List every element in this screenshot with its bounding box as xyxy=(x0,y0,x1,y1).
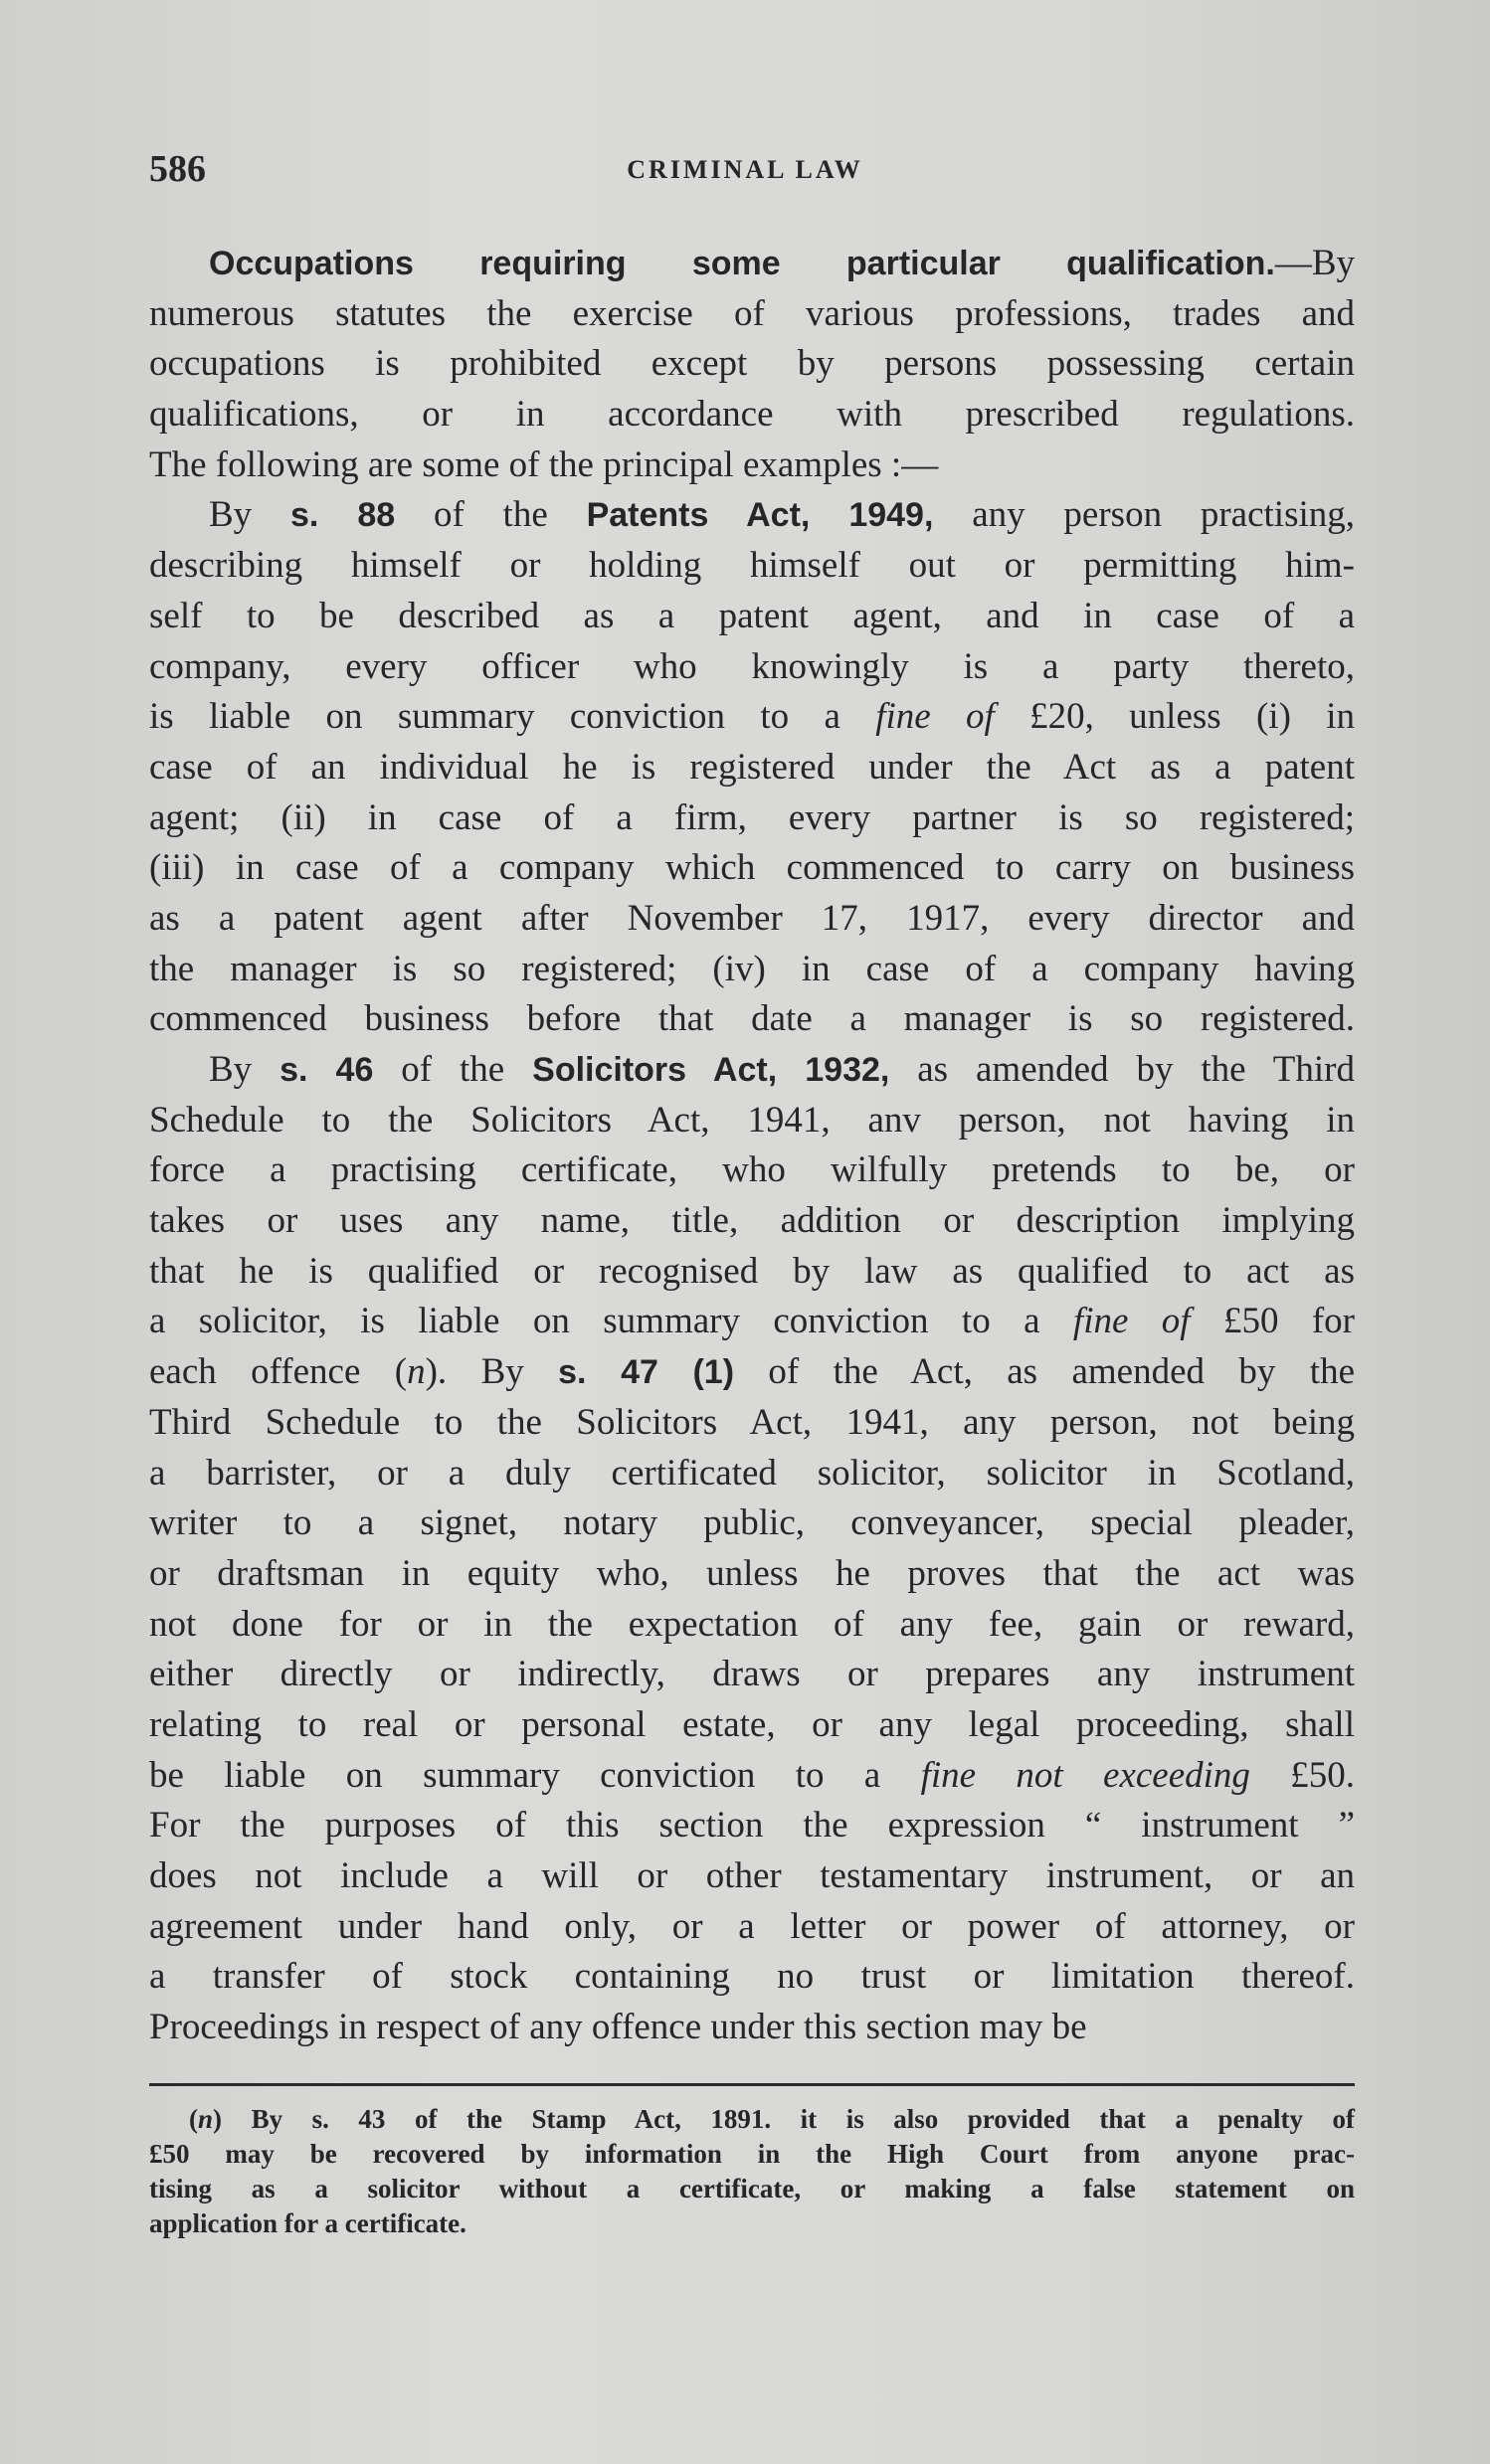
text-line xyxy=(149,239,1355,289)
text-run: application for a certificate. xyxy=(149,2208,466,2238)
text-run: (iii) in case of a company which commenced to carry on business xyxy=(149,847,1355,889)
text-run: either directly or indirectly, draws or prepares any instrument xyxy=(149,1654,1355,1695)
italic-text: fine not exceeding xyxy=(920,1754,1250,1796)
text-line xyxy=(149,490,1355,541)
text-run: Third Schedule to the Solicitors Act, 1941, any person, not being xyxy=(149,1401,1355,1443)
text-run: case of an individual he is registered under the Act as a patent xyxy=(149,746,1355,788)
text-line xyxy=(149,1700,1355,1751)
text-line xyxy=(149,843,1355,894)
text-run: the manager is so registered; (iv) in case of a company having xyxy=(149,948,1355,989)
footnote xyxy=(149,2102,1355,2241)
text-line xyxy=(149,1145,1355,1196)
text-run: a solicitor, is liable on summary conviction to a xyxy=(149,1301,1073,1342)
text-line xyxy=(149,1650,1355,1700)
text-run: that he is qualified or recognised by law as qualified to act as xyxy=(149,1250,1355,1292)
text-line xyxy=(149,390,1355,440)
text-run: is liable on summary conviction to a xyxy=(149,696,876,738)
text-run: Proceedings in respect of any offence under this section may be xyxy=(149,2007,1087,2048)
page-number: 586 xyxy=(149,148,206,190)
text-run: numerous statutes the exercise of various professions, trades and xyxy=(149,292,1355,334)
text-line xyxy=(149,1449,1355,1499)
text-run: self to be described as a patent agent, and in case of a xyxy=(149,595,1355,636)
bold-text: Solicitors Act, 1932, xyxy=(532,1051,890,1089)
text-line xyxy=(149,1549,1355,1600)
text-line xyxy=(149,2102,1355,2137)
text-run: each offence ( xyxy=(149,1351,408,1393)
text-run: By xyxy=(209,494,290,536)
bold-text: s. 47 (1) xyxy=(558,1353,735,1392)
text-run: of the xyxy=(373,1049,533,1090)
text-run: relating to real or personal estate, or any legal proceeding, shall xyxy=(149,1703,1355,1745)
text-line xyxy=(149,541,1355,592)
text-line xyxy=(149,1347,1355,1398)
italic-text: n xyxy=(198,2104,214,2134)
text-line xyxy=(149,592,1355,642)
text-run: a barrister, or a duly certificated solicitor, solicitor in Scotland, xyxy=(149,1452,1355,1494)
text-run: takes or uses any name, title, addition or description implying xyxy=(149,1200,1355,1242)
text-line xyxy=(149,1045,1355,1096)
text-line xyxy=(149,642,1355,693)
body-text xyxy=(149,239,1355,2053)
text-line xyxy=(149,1096,1355,1146)
text-line xyxy=(149,692,1355,743)
text-run: any person practising, xyxy=(933,494,1356,536)
running-head: CRIMINAL LAW xyxy=(627,155,863,184)
text-run: a transfer of stock containing no trust or limitation thereof. xyxy=(149,1956,1355,1998)
text-run: force a practising certificate, who wilfully pretends to be, or xyxy=(149,1149,1355,1191)
text-line xyxy=(149,1902,1355,1953)
text-line xyxy=(149,945,1355,995)
text-run: For the purposes of this section the expression “ instrument ” xyxy=(149,1805,1355,1847)
text-line xyxy=(149,2003,1355,2053)
text-run: as amended by the Third xyxy=(889,1049,1355,1090)
text-line xyxy=(149,894,1355,945)
text-line xyxy=(149,1851,1355,1902)
text-run: The following are some of the principal examples :— xyxy=(149,443,939,485)
footnote-divider xyxy=(149,2083,1355,2086)
text-run: agent; (ii) in case of a firm, every partner is so registered; xyxy=(149,796,1355,838)
text-line xyxy=(149,2137,1355,2172)
bold-text: Patents Act, 1949, xyxy=(586,496,934,535)
text-line xyxy=(149,1196,1355,1247)
text-line xyxy=(149,339,1355,390)
italic-text: n xyxy=(407,1351,426,1393)
text-line xyxy=(149,1398,1355,1449)
text-line xyxy=(149,440,1355,491)
text-run: be liable on summary conviction to a xyxy=(149,1754,921,1796)
text-run: £50. xyxy=(1249,1754,1356,1796)
text-run: £20, unless (i) in xyxy=(994,696,1356,738)
bold-text: s. 88 xyxy=(289,496,396,535)
text-run: not done for or in the expectation of any fee, gain or reward, xyxy=(149,1603,1355,1645)
text-run: describing himself or holding himself out or permitting him- xyxy=(149,545,1355,587)
text-line xyxy=(149,1498,1355,1549)
text-run: £50 for xyxy=(1190,1301,1355,1342)
text-run: Schedule to the Solicitors Act, 1941, anv person, not having in xyxy=(149,1099,1355,1141)
text-run: occupations is prohibited except by persons possessing certain xyxy=(149,343,1355,385)
text-run: qualifications, or in accordance with prescribed regulations. xyxy=(149,394,1355,436)
text-line xyxy=(149,994,1355,1045)
text-line xyxy=(149,1801,1355,1851)
text-run: —By xyxy=(1274,243,1355,283)
text-line xyxy=(149,289,1355,340)
text-line xyxy=(149,743,1355,793)
text-run: commenced business before that date a manager is so registered. xyxy=(149,998,1355,1040)
italic-text: fine of xyxy=(875,696,995,738)
text-line xyxy=(149,2172,1355,2206)
text-run: of the xyxy=(395,494,587,536)
text-line xyxy=(149,1600,1355,1651)
text-line xyxy=(149,1247,1355,1298)
bold-text: Occupations requiring some particular qualification. xyxy=(209,245,1275,282)
text-run: £50 may be recovered by information in the High Court from anyone prac- xyxy=(149,2139,1355,2169)
italic-text: fine of xyxy=(1072,1301,1191,1342)
text-run: By xyxy=(209,1049,280,1090)
text-run: as a patent agent after November 17, 1917, every director and xyxy=(149,897,1355,939)
text-run: agreement under hand only, or a letter or power of attorney, or xyxy=(149,1905,1355,1947)
text-line xyxy=(149,1751,1355,1802)
text-line xyxy=(149,1297,1355,1347)
text-run: ). By xyxy=(425,1351,559,1393)
text-run: tising as a solicitor without a certificate, or making a false statement on xyxy=(149,2174,1355,2203)
text-run: ( xyxy=(189,2104,198,2134)
text-line xyxy=(149,2206,1355,2241)
text-run: ) By s. 43 of the Stamp Act, 1891. it is also provided that a penalty of xyxy=(213,2104,1355,2134)
bold-text: s. 46 xyxy=(279,1051,374,1089)
text-line xyxy=(149,793,1355,844)
text-line xyxy=(149,1952,1355,2003)
text-run: does not include a will or other testamentary instrument, or an xyxy=(149,1855,1355,1896)
text-run: company, every officer who knowingly is a party thereto, xyxy=(149,645,1355,687)
text-run: of the Act, as amended by the xyxy=(734,1351,1355,1393)
text-run: writer to a signet, notary public, conveyancer, special pleader, xyxy=(149,1502,1355,1544)
text-run: or draftsman in equity who, unless he proves that the act was xyxy=(149,1552,1355,1594)
